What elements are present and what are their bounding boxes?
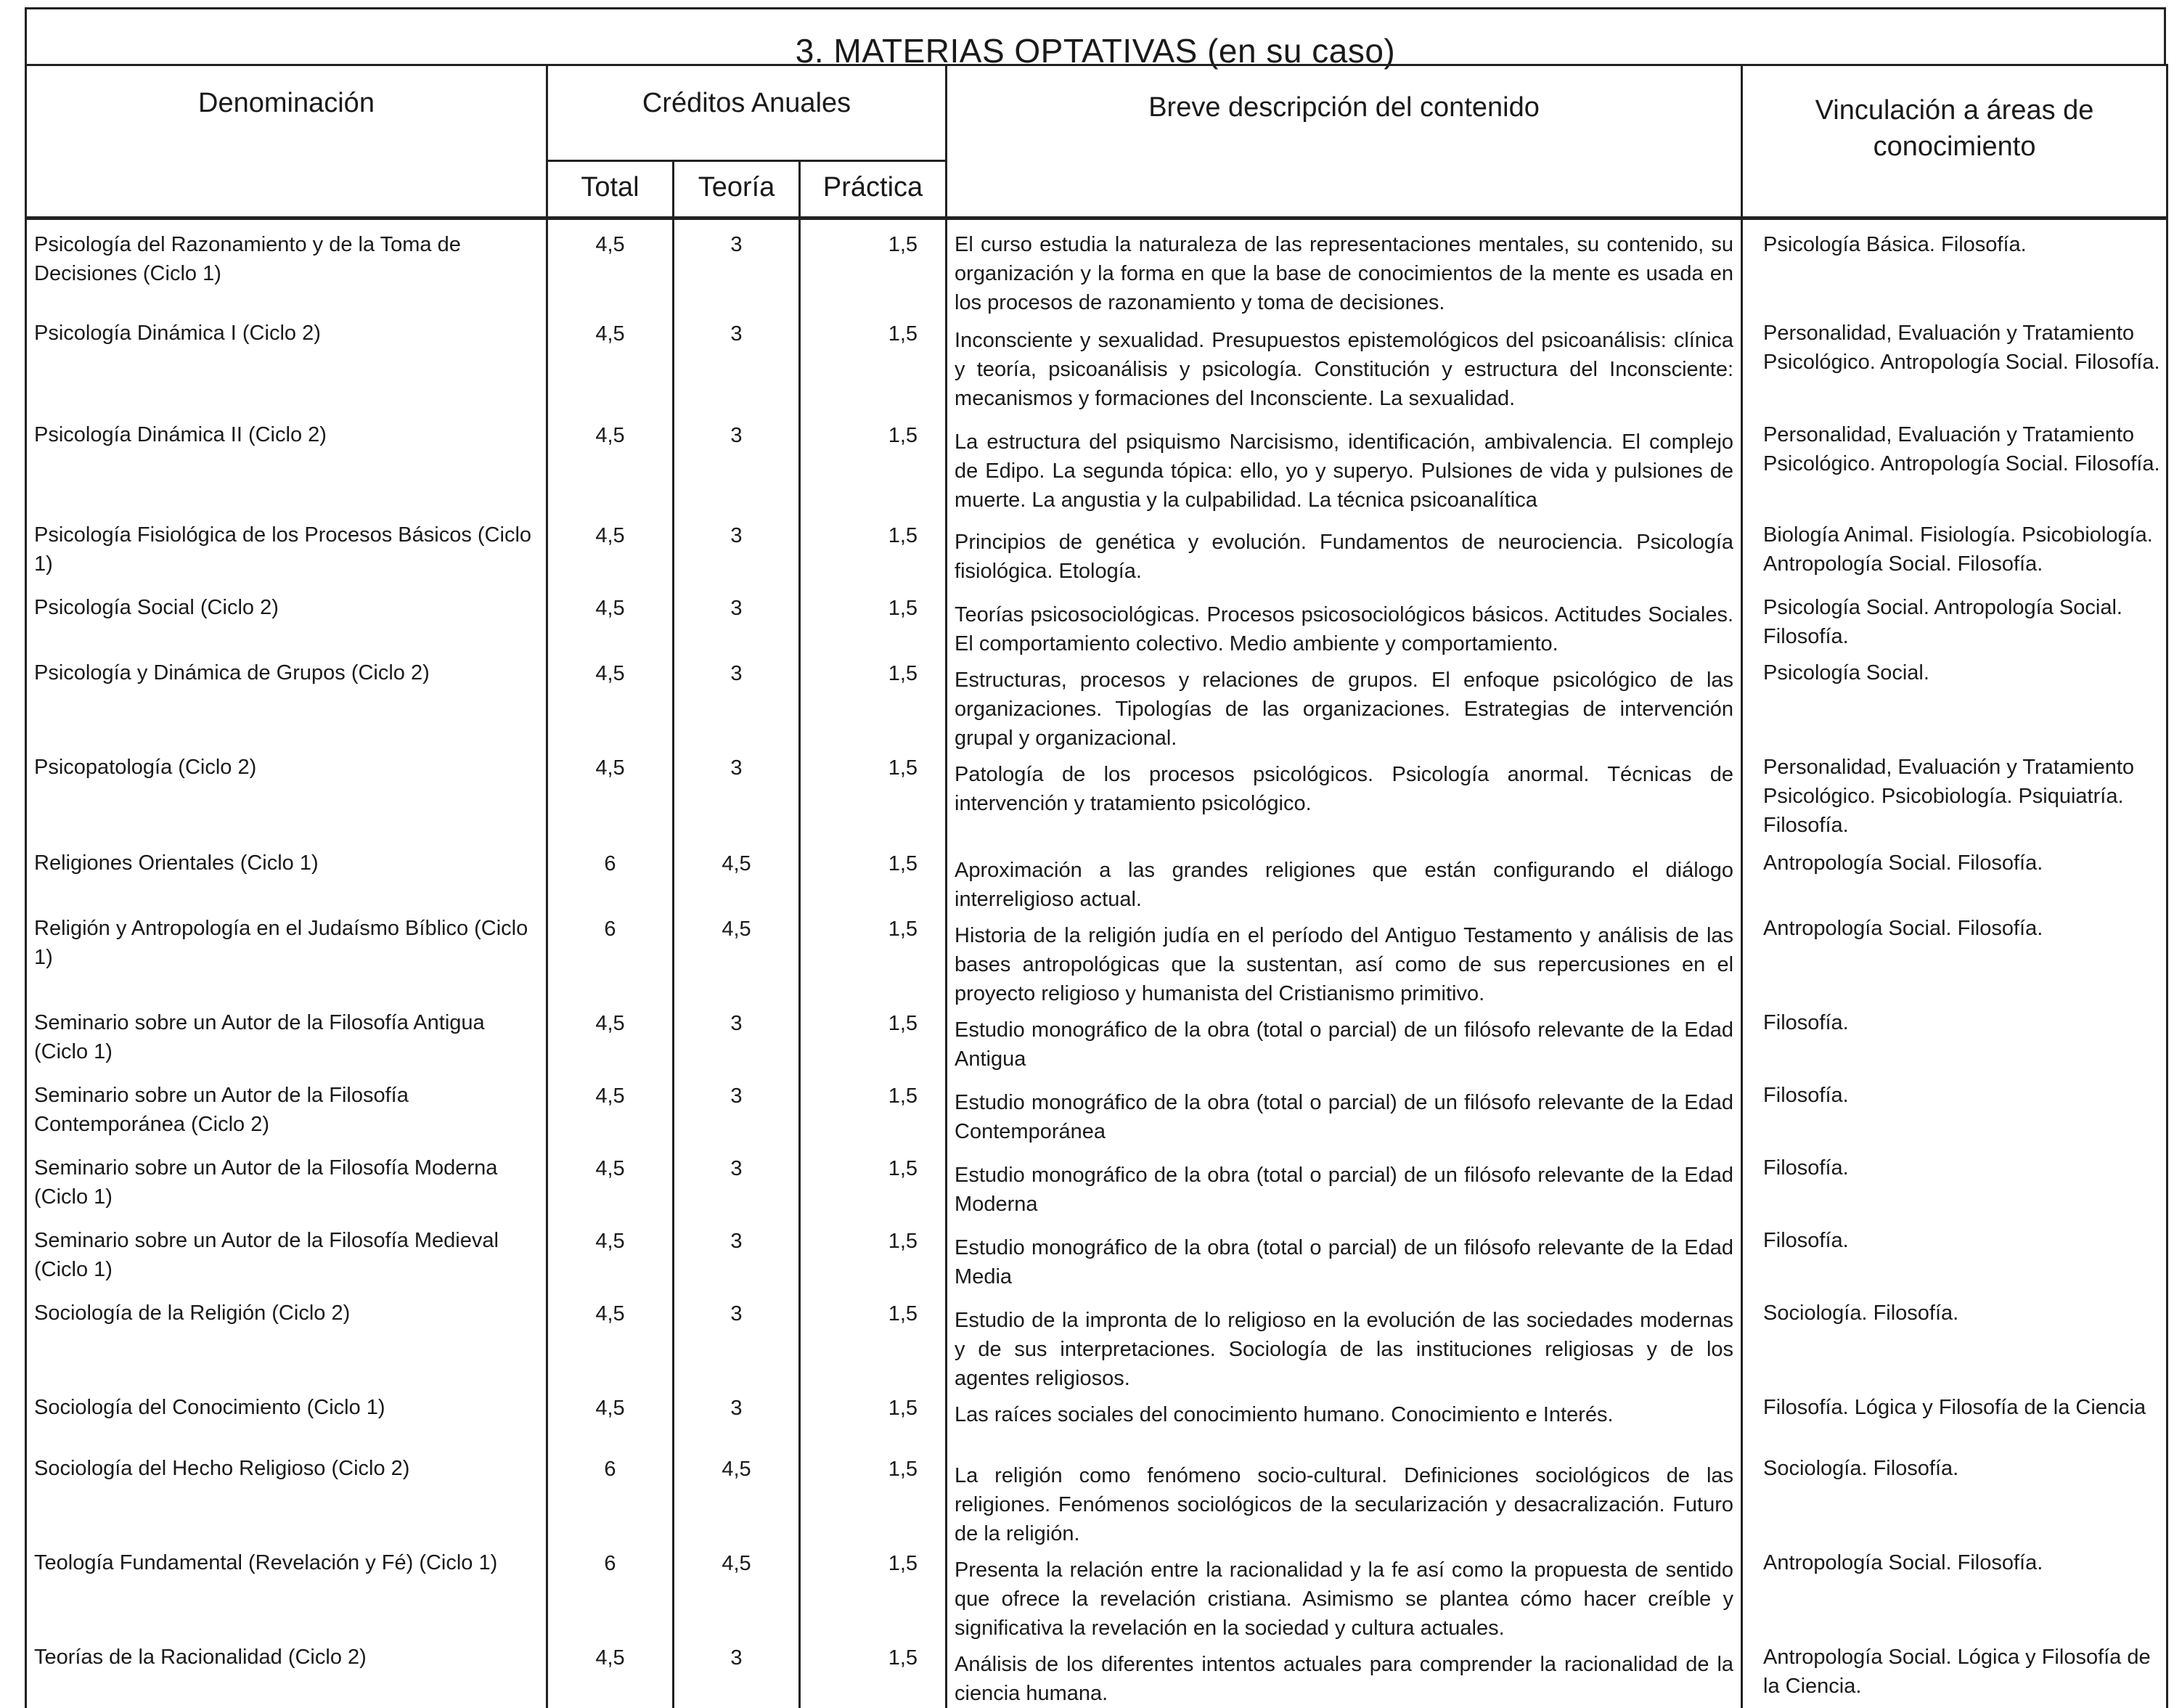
subject-name: Psicología Social (Ciclo 2) bbox=[26, 593, 547, 658]
knowledge-areas: Psicología Social. Antropología Social. Filosofía. bbox=[1742, 593, 2167, 658]
content-description: La estructura del psiquismo Narcisismo, identificación, ambivalencia. El complejo de Edipo. La segunda tópica: ello, yo y superyo. Pulsiones de vida y pulsiones de muerte. La angustia y la culpabilidad. La técnica psicoanalítica bbox=[947, 420, 1742, 520]
document-sheet bbox=[25, 0, 2166, 1705]
content-description: Análisis de los diferentes intentos actuales para comprender la racionalidad de la ciencia humana. bbox=[947, 1643, 1742, 1708]
credits-teoria: 3 bbox=[674, 218, 800, 319]
credits-teoria: 3 bbox=[674, 520, 800, 593]
credits-practica: 1,5 bbox=[800, 849, 947, 914]
credits-practica: 1,5 bbox=[800, 520, 947, 593]
credits-teoria: 3 bbox=[674, 1226, 800, 1299]
table-row bbox=[26, 1226, 2167, 1299]
credits-practica: 1,5 bbox=[800, 914, 947, 1008]
subject-name: Seminario sobre un Autor de la Filosofía Moderna (Ciclo 1) bbox=[26, 1153, 547, 1226]
credits-practica: 1,5 bbox=[800, 1643, 947, 1708]
content-description: Estudio monográfico de la obra (total o parcial) de un filósofo relevante de la Edad Media bbox=[947, 1226, 1742, 1299]
subject-name: Psicología y Dinámica de Grupos (Ciclo 2) bbox=[26, 658, 547, 753]
table-row bbox=[26, 658, 2167, 753]
credits-teoria: 3 bbox=[674, 658, 800, 753]
credits-teoria: 3 bbox=[674, 753, 800, 849]
table-row bbox=[26, 1081, 2167, 1153]
knowledge-areas: Antropología Social. Filosofía. bbox=[1742, 914, 2167, 1008]
table-row bbox=[26, 849, 2167, 914]
content-description: Estudio monográfico de la obra (total o parcial) de un filósofo relevante de la Edad Contemporánea bbox=[947, 1081, 1742, 1153]
table-row bbox=[26, 420, 2167, 520]
knowledge-areas: Filosofía. bbox=[1742, 1226, 2167, 1299]
knowledge-areas: Personalidad, Evaluación y Tratamiento Psicológico. Antropología Social. Filosofía. bbox=[1742, 319, 2167, 420]
credits-total: 4,5 bbox=[547, 420, 674, 520]
credits-teoria: 4,5 bbox=[674, 914, 800, 1008]
title-bar bbox=[25, 7, 2166, 70]
credits-practica: 1,5 bbox=[800, 593, 947, 658]
credits-practica: 1,5 bbox=[800, 1548, 947, 1643]
subject-name: Sociología del Hecho Religioso (Ciclo 2) bbox=[26, 1454, 547, 1548]
table-row bbox=[26, 1548, 2167, 1643]
subject-name: Psicología Fisiológica de los Procesos Básicos (Ciclo 1) bbox=[26, 520, 547, 593]
credits-practica: 1,5 bbox=[800, 658, 947, 753]
credits-total: 4,5 bbox=[547, 1153, 674, 1226]
table-row bbox=[26, 1008, 2167, 1081]
subject-name: Seminario sobre un Autor de la Filosofía Antigua (Ciclo 1) bbox=[26, 1008, 547, 1081]
credits-total: 4,5 bbox=[547, 1081, 674, 1153]
table-row bbox=[26, 1393, 2167, 1454]
credits-practica: 1,5 bbox=[800, 1393, 947, 1454]
subject-name: Sociología de la Religión (Ciclo 2) bbox=[26, 1299, 547, 1393]
subject-name: Teorías de la Racionalidad (Ciclo 2) bbox=[26, 1643, 547, 1708]
content-description: Aproximación a las grandes religiones que están configurando el diálogo interreligioso actual. bbox=[947, 849, 1742, 914]
header-creditos: Créditos Anuales bbox=[547, 65, 947, 161]
credits-total: 6 bbox=[547, 914, 674, 1008]
credits-total: 4,5 bbox=[547, 753, 674, 849]
knowledge-areas: Psicología Social. bbox=[1742, 658, 2167, 753]
credits-practica: 1,5 bbox=[800, 1008, 947, 1081]
credits-teoria: 3 bbox=[674, 1643, 800, 1708]
knowledge-areas: Psicología Básica. Filosofía. bbox=[1742, 218, 2167, 319]
credits-total: 4,5 bbox=[547, 319, 674, 420]
credits-practica: 1,5 bbox=[800, 1454, 947, 1548]
header-practica: Práctica bbox=[800, 161, 947, 218]
credits-total: 6 bbox=[547, 1454, 674, 1548]
knowledge-areas: Filosofía. bbox=[1742, 1153, 2167, 1226]
subject-name: Religiones Orientales (Ciclo 1) bbox=[26, 849, 547, 914]
credits-teoria: 3 bbox=[674, 593, 800, 658]
credits-practica: 1,5 bbox=[800, 420, 947, 520]
credits-teoria: 4,5 bbox=[674, 1454, 800, 1548]
credits-practica: 1,5 bbox=[800, 218, 947, 319]
credits-practica: 1,5 bbox=[800, 319, 947, 420]
knowledge-areas: Filosofía. Lógica y Filosofía de la Ciencia bbox=[1742, 1393, 2167, 1454]
credits-total: 4,5 bbox=[547, 1008, 674, 1081]
knowledge-areas: Sociología. Filosofía. bbox=[1742, 1454, 2167, 1548]
header-teoria: Teoría bbox=[674, 161, 800, 218]
credits-total: 4,5 bbox=[547, 593, 674, 658]
table-row bbox=[26, 914, 2167, 1008]
table-row bbox=[26, 520, 2167, 593]
header-total: Total bbox=[547, 161, 674, 218]
credits-teoria: 4,5 bbox=[674, 1548, 800, 1643]
credits-teoria: 3 bbox=[674, 1153, 800, 1226]
table-row bbox=[26, 593, 2167, 658]
credits-teoria: 3 bbox=[674, 319, 800, 420]
credits-teoria: 3 bbox=[674, 1393, 800, 1454]
optativas-table bbox=[25, 64, 2168, 1708]
content-description: Teorías psicosociológicas. Procesos psicosociológicos básicos. Actitudes Sociales. El comportamiento colectivo. Medio ambiente y comportamiento. bbox=[947, 593, 1742, 658]
table-body bbox=[26, 218, 2167, 1708]
credits-practica: 1,5 bbox=[800, 1299, 947, 1393]
subject-name: Sociología del Conocimiento (Ciclo 1) bbox=[26, 1393, 547, 1454]
knowledge-areas: Filosofía. bbox=[1742, 1008, 2167, 1081]
table-row bbox=[26, 1643, 2167, 1708]
content-description: Estructuras, procesos y relaciones de grupos. El enfoque psicológico de las organizaciones. Tipologías de las organizaciones. Estrategias de intervención grupal y organizacional. bbox=[947, 658, 1742, 753]
credits-total: 4,5 bbox=[547, 1299, 674, 1393]
credits-teoria: 3 bbox=[674, 1008, 800, 1081]
table-row bbox=[26, 753, 2167, 849]
credits-total: 4,5 bbox=[547, 1393, 674, 1454]
knowledge-areas: Antropología Social. Filosofía. bbox=[1742, 849, 2167, 914]
content-description: Estudio de la impronta de lo religioso en la evolución de las sociedades modernas y de sus interpretaciones. Sociología de las instituciones religiosas y de los agentes religiosos. bbox=[947, 1299, 1742, 1393]
credits-practica: 1,5 bbox=[800, 753, 947, 849]
knowledge-areas: Sociología. Filosofía. bbox=[1742, 1299, 2167, 1393]
content-description: El curso estudia la naturaleza de las representaciones mentales, su contenido, su organización y la forma en que la base de conocimientos de la mente es usada en los procesos de razonamiento y toma de decisiones. bbox=[947, 218, 1742, 319]
credits-total: 4,5 bbox=[547, 658, 674, 753]
subject-name: Religión y Antropología en el Judaísmo Bíblico (Ciclo 1) bbox=[26, 914, 547, 1008]
credits-teoria: 4,5 bbox=[674, 849, 800, 914]
knowledge-areas: Antropología Social. Filosofía. bbox=[1742, 1548, 2167, 1643]
table-row bbox=[26, 218, 2167, 319]
credits-total: 4,5 bbox=[547, 1643, 674, 1708]
credits-practica: 1,5 bbox=[800, 1226, 947, 1299]
credits-total: 6 bbox=[547, 1548, 674, 1643]
section-title: 3. MATERIAS OPTATIVAS (en su caso) bbox=[795, 32, 1396, 70]
table-row bbox=[26, 1454, 2167, 1548]
knowledge-areas: Biología Animal. Fisiología. Psicobiología. Antropología Social. Filosofía. bbox=[1742, 520, 2167, 593]
table-row bbox=[26, 1299, 2167, 1393]
content-description: Principios de genética y evolución. Fundamentos de neurociencia. Psicología fisiológica. Etología. bbox=[947, 520, 1742, 593]
credits-teoria: 3 bbox=[674, 1299, 800, 1393]
credits-total: 4,5 bbox=[547, 520, 674, 593]
header-descripcion: Breve descripción del contenido bbox=[947, 65, 1742, 218]
credits-teoria: 3 bbox=[674, 420, 800, 520]
content-description: Patología de los procesos psicológicos. Psicología anormal. Técnicas de intervención y tratamiento psicológico. bbox=[947, 753, 1742, 849]
content-description: Historia de la religión judía en el período del Antiguo Testamento y análisis de las bases antropológicas que la sustentan, así como de sus repercusiones en el proyecto religioso y humanista del Cristianismo primitivo. bbox=[947, 914, 1742, 1008]
knowledge-areas: Filosofía. bbox=[1742, 1081, 2167, 1153]
subject-name: Psicología Dinámica I (Ciclo 2) bbox=[26, 319, 547, 420]
content-description: Inconsciente y sexualidad. Presupuestos epistemológicos del psicoanálisis: clínica y teoría, psicoanálisis y psicología. Constitución y estructura del Inconsciente: mecanismos y formaciones del Inconsciente. La sexualidad. bbox=[947, 319, 1742, 420]
subject-name: Psicología del Razonamiento y de la Toma de Decisiones (Ciclo 1) bbox=[26, 218, 547, 319]
credits-total: 6 bbox=[547, 849, 674, 914]
subject-name: Psicopatología (Ciclo 2) bbox=[26, 753, 547, 849]
table-row bbox=[26, 319, 2167, 420]
content-description: Presenta la relación entre la racionalidad y la fe así como la propuesta de sentido que ofrece la revelación cristiana. Asimismo se plantea cómo hacer creíble y significativa la revelación en la sociedad y cultura actuales. bbox=[947, 1548, 1742, 1643]
content-description: Las raíces sociales del conocimiento humano. Conocimiento e Interés. bbox=[947, 1393, 1742, 1454]
credits-total: 4,5 bbox=[547, 218, 674, 319]
knowledge-areas: Antropología Social. Lógica y Filosofía de la Ciencia. bbox=[1742, 1643, 2167, 1708]
subject-name: Teología Fundamental (Revelación y Fé) (Ciclo 1) bbox=[26, 1548, 547, 1643]
content-description: Estudio monográfico de la obra (total o parcial) de un filósofo relevante de la Edad Antigua bbox=[947, 1008, 1742, 1081]
content-description: La religión como fenómeno socio-cultural. Definiciones sociológicos de las religiones. Fenómenos sociológicos de la secularización y desacralización. Futuro de la religión. bbox=[947, 1454, 1742, 1548]
credits-total: 4,5 bbox=[547, 1226, 674, 1299]
header-vinculacion: Vinculación a áreas de conocimiento bbox=[1742, 65, 2167, 218]
credits-practica: 1,5 bbox=[800, 1081, 947, 1153]
knowledge-areas: Personalidad, Evaluación y Tratamiento Psicológico. Antropología Social. Filosofía. bbox=[1742, 420, 2167, 520]
subject-name: Psicología Dinámica II (Ciclo 2) bbox=[26, 420, 547, 520]
credits-teoria: 3 bbox=[674, 1081, 800, 1153]
table-row bbox=[26, 1153, 2167, 1226]
knowledge-areas: Personalidad, Evaluación y Tratamiento Psicológico. Psicobiología. Psiquiatría. Filosofía. bbox=[1742, 753, 2167, 849]
content-description: Estudio monográfico de la obra (total o parcial) de un filósofo relevante de la Edad Moderna bbox=[947, 1153, 1742, 1226]
subject-name: Seminario sobre un Autor de la Filosofía Medieval (Ciclo 1) bbox=[26, 1226, 547, 1299]
credits-practica: 1,5 bbox=[800, 1153, 947, 1226]
header-denominacion: Denominación bbox=[26, 65, 547, 218]
subject-name: Seminario sobre un Autor de la Filosofía Contemporánea (Ciclo 2) bbox=[26, 1081, 547, 1153]
